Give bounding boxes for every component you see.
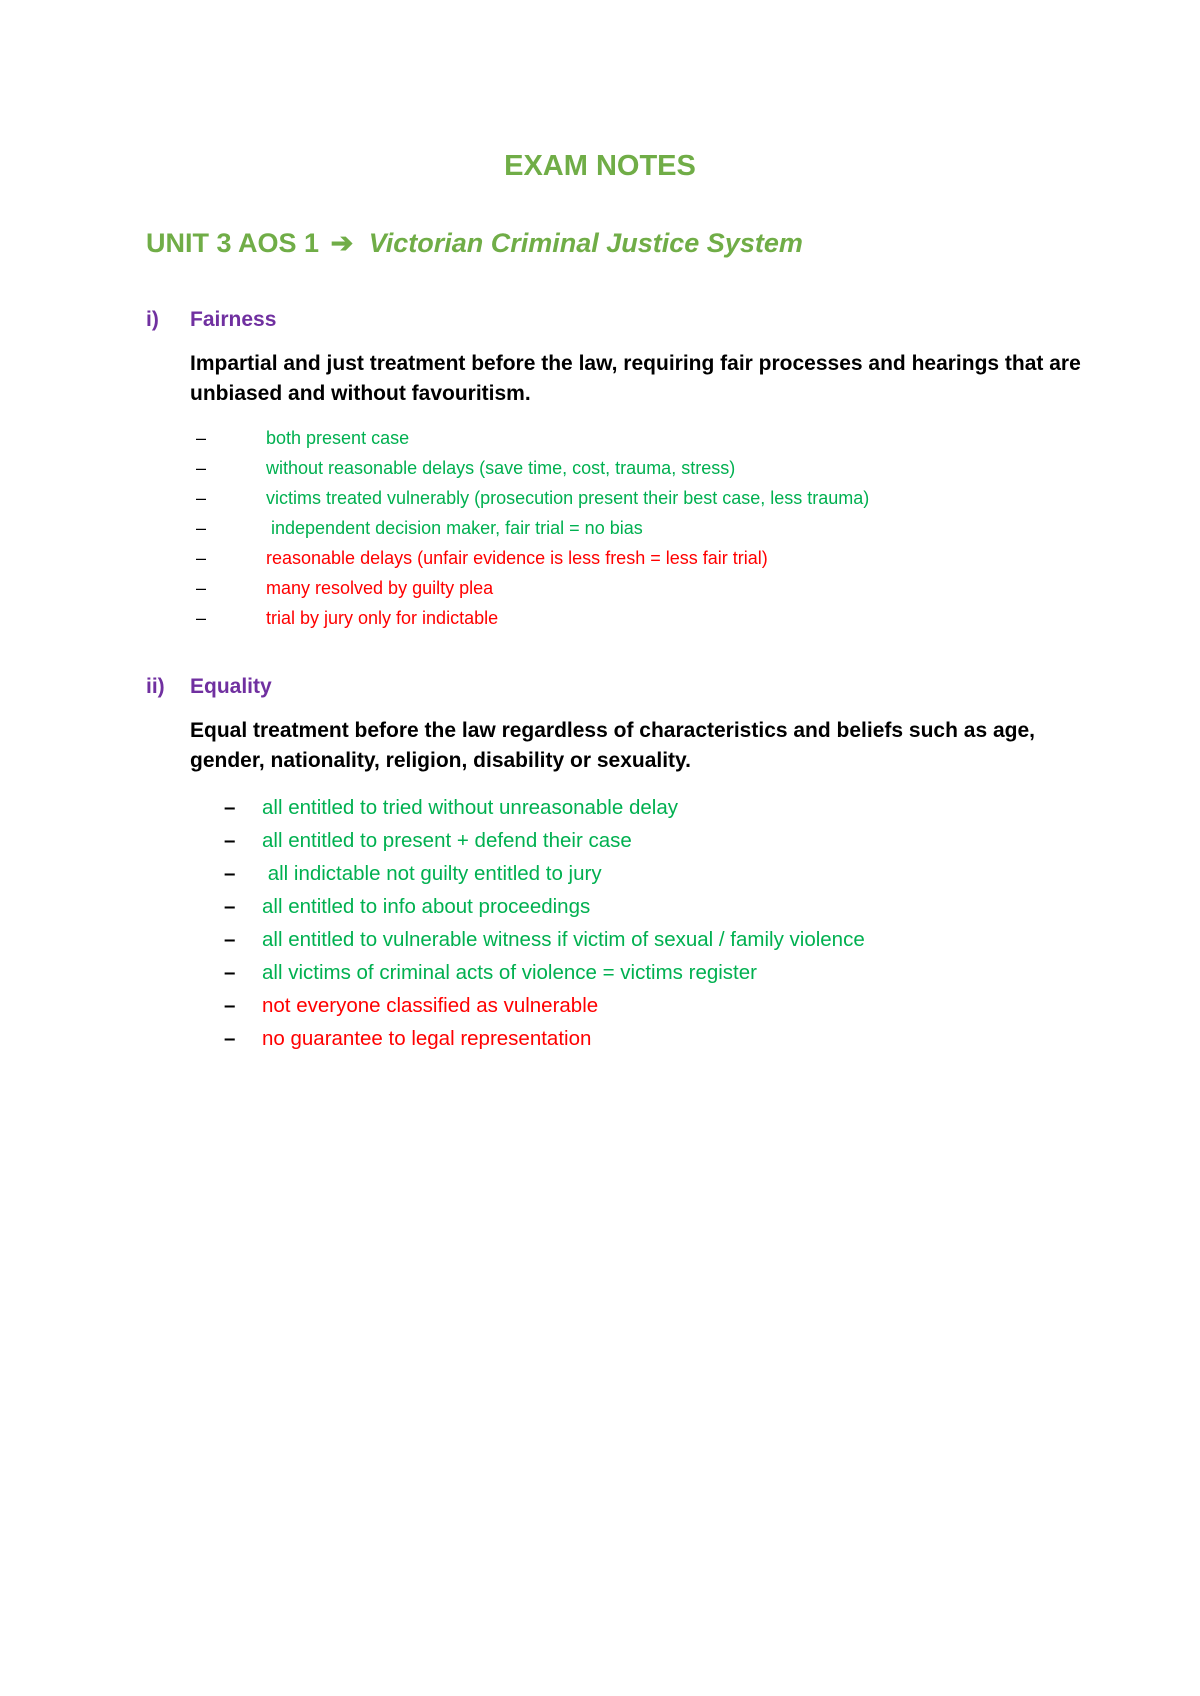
bullet-item: [196, 513, 869, 543]
bullet-item: [226, 824, 865, 857]
right-arrow-icon: ➔: [330, 228, 354, 258]
bullet-item: [226, 890, 865, 923]
dash-icon: –: [196, 518, 207, 538]
bullet-item: [196, 573, 869, 603]
dash-icon: –: [196, 488, 207, 508]
bullet-text: all victims of criminal acts of violence = victims register: [262, 961, 757, 984]
bullet-item: [196, 603, 869, 633]
section-title: Fairness: [190, 308, 277, 331]
bullet-text: not everyone classified as vulnerable: [262, 994, 599, 1017]
equality-bullet-list: [226, 791, 865, 1055]
bullet-text: all indictable not guilty entitled to jury: [262, 862, 602, 885]
section-number: i): [146, 308, 159, 331]
bullet-item: [196, 423, 869, 453]
dash-icon: –: [224, 961, 236, 984]
dash-icon: –: [224, 928, 236, 951]
bullet-item: [226, 956, 865, 989]
fairness-bullet-list: [196, 423, 870, 633]
dash-icon: –: [196, 428, 207, 448]
fairness-definition: Impartial and just treatment before the law, requiring fair processes and hearings that are unbiased and without favouritism.: [190, 352, 1081, 405]
bullet-text: victims treated vulnerably (prosecution present their best case, less trauma): [266, 488, 870, 508]
section-title: Equality: [190, 675, 272, 698]
dash-icon: –: [224, 862, 236, 885]
dash-icon: –: [196, 578, 207, 598]
dash-icon: –: [224, 829, 236, 852]
bullet-text: many resolved by guilty plea: [266, 578, 494, 598]
unit-heading: [146, 228, 803, 259]
page-title: EXAM NOTES: [504, 150, 696, 182]
dash-icon: –: [224, 994, 236, 1017]
section-heading-equality: [146, 675, 272, 699]
bullet-item: [196, 453, 869, 483]
dash-icon: –: [224, 796, 236, 819]
bullet-text: all entitled to tried without unreasonable delay: [262, 796, 678, 819]
bullet-text: without reasonable delays (save time, cost, trauma, stress): [266, 458, 736, 478]
bullet-text: all entitled to vulnerable witness if victim of sexual / family violence: [262, 928, 865, 951]
bullet-item: [196, 483, 870, 513]
unit-label: UNIT 3 AOS 1: [146, 228, 320, 258]
bullet-item: [226, 1022, 865, 1055]
unit-subtitle: Victorian Criminal Justice System: [368, 228, 803, 258]
section-number: ii): [146, 675, 165, 698]
bullet-text: no guarantee to legal representation: [262, 1027, 592, 1050]
bullet-text: independent decision maker, fair trial = no bias: [266, 518, 643, 538]
bullet-text: trial by jury only for indictable: [266, 608, 499, 628]
bullet-item: [226, 791, 865, 824]
dash-icon: –: [224, 1027, 236, 1050]
bullet-text: all entitled to info about proceedings: [262, 895, 591, 918]
bullet-text: reasonable delays (unfair evidence is less fresh = less fair trial): [266, 548, 768, 568]
bullet-text: all entitled to present + defend their case: [262, 829, 632, 852]
equality-definition: Equal treatment before the law regardless of characteristics and beliefs such as age, gender, nationality, religion, disability or sexuality.: [190, 719, 1035, 772]
dash-icon: –: [196, 608, 207, 628]
bullet-item: [226, 989, 865, 1022]
bullet-item: [196, 543, 869, 573]
dash-icon: –: [196, 548, 207, 568]
bullet-text: both present case: [266, 428, 410, 448]
bullet-item: [226, 857, 865, 890]
bullet-item: [226, 923, 865, 956]
dash-icon: –: [224, 895, 236, 918]
section-heading-fairness: [146, 308, 276, 332]
dash-icon: –: [196, 458, 207, 478]
